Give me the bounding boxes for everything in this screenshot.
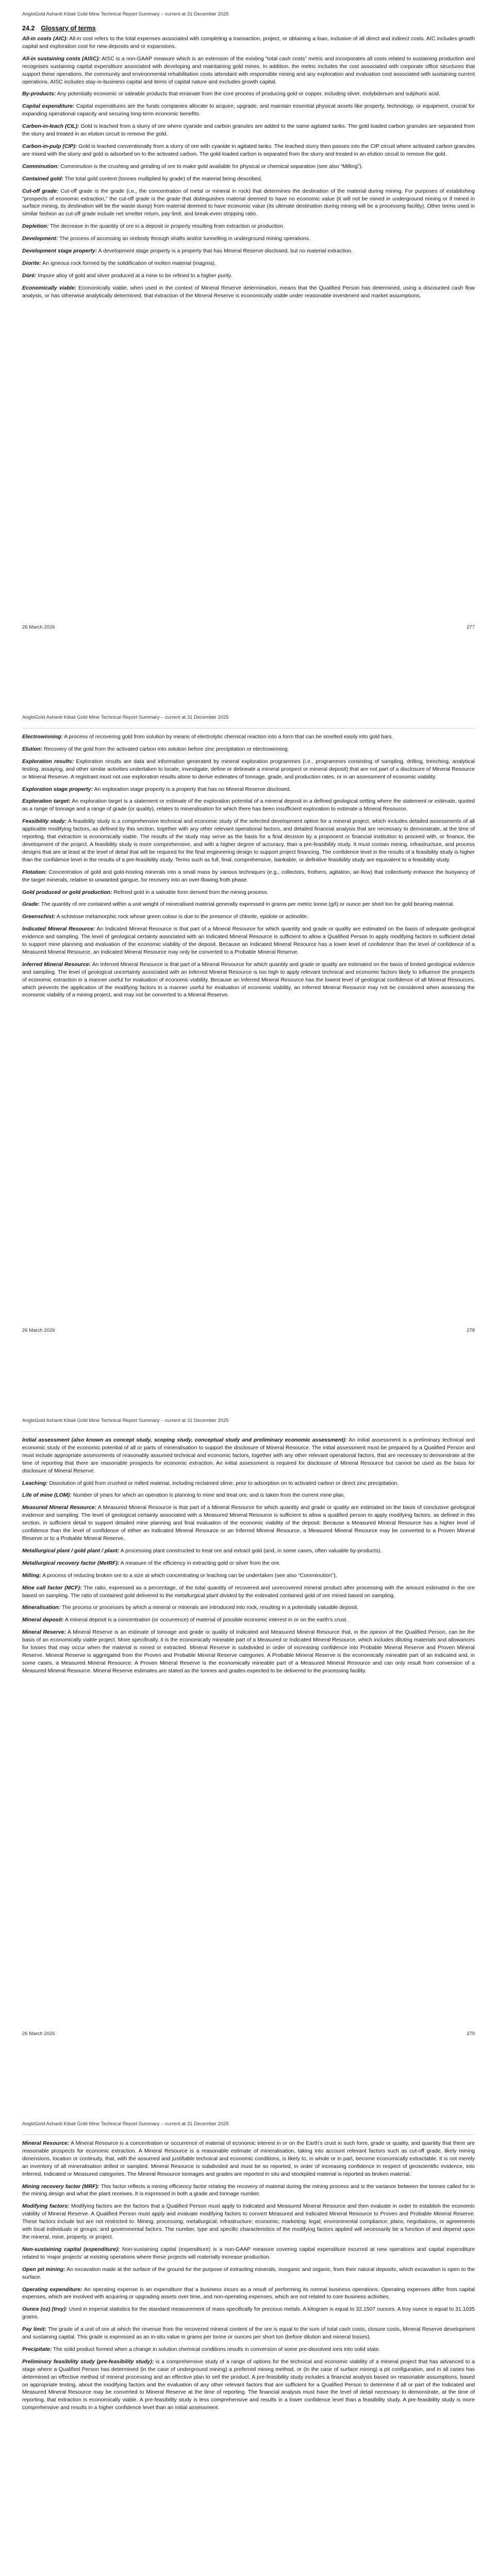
glossary-definition: This factor reflects a mining efficiency factor relating the recovery of material during the mining process and is the variance between the tonnes called for in the mining design and what the plant receives. It is expressed in both a grade and tonnage number. [22,2183,475,2197]
glossary-definition: The process of accessing an orebody through shafts and/or tunnelling in underground mining operations. [58,235,310,242]
glossary-term: Open pit mining: [22,2266,65,2273]
glossary-term: Flotation: [22,869,47,875]
glossary-entry-gold-produced [22,889,475,896]
glossary-entry-comminution [22,163,475,171]
glossary-term: Precipitate: [22,2346,52,2352]
glossary-definition: An excavation made at the surface of the ground for the purpose of extracting minerals, inorganic and organic, from their natural deposits, which excavation is open to the surface. [22,2266,475,2280]
glossary-term: Initial assessment (also known as concept study, scoping study, conceptual study and preliminary economic assessment): [22,1437,347,1443]
glossary-definition: A process of recovering gold from solution by means of electrolytic chemical reaction into a form that can be smelted easily into gold bars. [62,734,393,740]
glossary-entry-pay-limit [22,2326,475,2341]
glossary-definition: Used in imperial statistics for the standard measurement of mass specifically for precious metals. A kilogram is equal to 32.1507 ounces. A troy ounce is equal to 31.1035 grams. [22,2306,475,2320]
page-body [22,2134,475,2416]
page-number: 279 [467,2031,475,2037]
page-number: 277 [467,624,475,630]
glossary-entry-cut-off-grade [22,188,475,218]
glossary-entry-initial-assessment [22,1436,475,1475]
glossary-entry-mining-recovery-factor [22,2183,475,2198]
glossary-definition: Recovery of the gold from the activated carbon into solution before zinc precipitation or electrowinning. [42,745,289,752]
glossary-term: Mining recovery factor (MRF): [22,2183,100,2190]
glossary-term: Development stage property: [22,248,97,255]
footer-date: 26 March 2026 [22,1328,55,1333]
glossary-entry-capital-expenditure [22,103,475,118]
glossary-entry-measured-mineral-resource [22,1504,475,1543]
glossary-term: Milling: [22,1572,41,1579]
glossary-definition: AISC is a non-GAAP measure which is an extension of the existing “total cash costs” metric and incorporates all costs related to sustaining production and recognises sustaining capital expenditure associated with developing and maintaining gold mines. In addition, the metric includes the cost associated with corporate office structures that support these operations, the community and environmental rehabilitation costs attendant with responsible mining and any exploration and evaluation cost associated with sustaining current operations. AISC includes stay-in-business capital and items of capital nature and excludes growth capital. [22,55,475,85]
glossary-entry-life-of-mine [22,1492,475,1499]
page-body [22,728,475,1004]
report-page-280 [0,2110,497,2576]
glossary-term: Exploration results: [22,758,74,765]
glossary-definition: An igneous rock formed by the solidification of molten material (magma). [41,260,216,266]
glossary-definition: The quantity of ore contained within a unit weight of mineralised material generally expressed in grams per metric tonne (g/t) or ounce per short ton for gold bearing material. [39,901,454,908]
glossary-entry-precipitate [22,2346,475,2353]
glossary-entry-mineralisation [22,1604,475,1612]
glossary-definition: A feasibility study is a comprehensive technical and economic study of the selected development option for a mineral project, which includes detailed assessments of all applicable modifying factors, as defined by this section, together with any other relevant operational factors, and detailed financial analysis that are necessary to demonstrate, at the time of reporting, that extraction is economically viable. The results of the study may serve as the basis for a final decision by a proponent or financial institution to proceed with, or finance, the development of the project. A feasibility study is more comprehensive, and with a higher degree of accuracy, than a pre-feasibility study. It must contain mining, infrastructure, and process designs that are at least at the level of detail that will be required for the final engineering design to support project financing. The confidence level in the results of a feasibility study is higher than the confidence level in the results of a pre-feasibility study. Terms such as full, final, comprehensive, bankable, or definitive feasibility study are equivalent to a feasibility study. [22,818,475,863]
page-footer [22,624,475,630]
page-number: 278 [467,1328,475,1333]
glossary-term: Ounce (oz) (troy): [22,2306,68,2313]
glossary-definition: An initial assessment is a preliminary technical and economic study of the economic potential of all or parts of mineralisation to support the disclosure of Mineral Resource. The initial assessment must be prepared by a Qualified Person and must include appropriate assessments of reasonably assumed technical and economic factors, together with any other relevant operational factors, that are necessary to demonstrate at the time of reporting that there are reasonable prospects for economic extraction. An initial assessment is required for disclosure of Mineral Resource but cannot be used as the basis for disclosure of Mineral Reserve. [22,1437,475,1474]
glossary-term: Comminution: [22,163,59,170]
glossary-entry-economically-viable [22,284,475,300]
glossary-entry-contained-gold [22,175,475,183]
glossary-entry-electrowinning [22,733,475,741]
glossary-term: By-products: [22,91,56,97]
glossary-entry-mineral-resource [22,2140,475,2178]
glossary-definition: An exploration target is a statement or estimate of the exploration potential of a mineral deposit in a defined geological setting where the statement or estimate, quoted as a range of tonnage and a range of grade (or quality), relates to mineralisation for which there has been insufficient exploration to estimate a Mineral Resource. [22,798,475,812]
glossary-term: Modifying factors: [22,2203,70,2210]
glossary-term: Greenschist: [22,913,56,920]
glossary-term: Elution: [22,745,43,752]
glossary-entry-inferred-mineral-resource [22,961,475,999]
header-divider [22,1431,475,1432]
glossary-definition: Refined gold in a saleable form derived from the mining process. [112,889,269,895]
glossary-term: Indicated Mineral Resource: [22,926,95,933]
glossary-definition: Exploration results are data and information generated by mineral exploration programmes (i.e., programmes consisting of sampling, drilling, trenching, analytical testing, assaying, and other similar activities undertaken to locate, investigate, define or delineate a mineral prospect or mineral deposit) that are not part of a disclosure of Mineral Resource or Mineral Reserve. A registrant must not use exploration results alone to derive estimates of tonnage, grade, and production rates, or in an assessment of economic viability. [22,758,475,780]
glossary-term: Metallurgical recovery factor (MetRF): [22,1560,120,1566]
glossary-term: Exploration target: [22,798,71,805]
glossary-entry-diorite [22,260,475,267]
glossary-entry-exploration-target [22,798,475,813]
glossary-definition: Comminution is the crushing and grinding of ore to make gold available for physical or chemical separation (see also “Milling”). [59,163,363,170]
glossary-definition: A Mineral Resource is a concentration or occurrence of material of economic interest in or on the Earth’s crust in such form, grade or quality, and quantity that there are reasonable prospects for economic extraction. A Mineral Resource is a reasonable estimate of mineralisation, taking into account relevant factors such as cut-off grade, likely mining dimensions, location or continuity, that, with the assumed and justifiable technical and economic conditions, is likely to, in whole or in part, become economically extractable. It is not merely an inventory of all mineralisation drilled or sampled. Mineral Resource is subdivided and must be so reported, in order of increasing confidence in respect of geoscientific evidence, into Inferred, Indicated or Measured categories. The Mineral Resource tonnages and grades are reported in situ and stockpiled material is reported as broken material. [22,2140,475,2177]
glossary-definition: An Inferred Mineral Resource is that part of a Mineral Resource for which quantity and grade or quality are estimated on the basis of limited geological evidence and sampling. The level of geological uncertainty associated with an Inferred Mineral Resource is too high to apply relevant technical and economic factors likely to influence the prospects of economic extraction in a manner useful for evaluation of economic viability. Because an Inferred Mineral Resource has the lowest level of geological confidence of all Mineral Resources, which prevents the application of the modifying factors in a manner useful for evaluation of economic viability, an Inferred Mineral Resource may not be considered when assessing the economic viability of a mining project, and may not be converted to a Mineral Reserve. [22,961,475,998]
glossary-term: Mineral Reserve: [22,1629,66,1636]
glossary-definition: Impure alloy of gold and silver produced at a mine to be refined to a higher purity. [36,272,233,279]
glossary-definition: Capital expenditures are the funds companies allocate to acquire, upgrade, and maintain essential physical assets like property, technology, or equipment, crucial for expanding operational capacity and securing long-term economic benefits. [22,103,475,117]
glossary-entry-metallurgical-plant [22,1547,475,1555]
glossary-definition: A mineral deposit is a concentration (or occurrence) of material of possible economic interest in or on the earth’s crust. [63,1617,348,1623]
glossary-term: Exploration stage property: [22,786,93,792]
glossary-term: Measured Mineral Resource: [22,1504,96,1511]
report-page-277 [0,0,497,701]
glossary-entry-metallurgical-recovery-factor [22,1560,475,1567]
glossary-term: Mineralisation: [22,1604,61,1611]
glossary-term: All-in sustaining costs (AISC): [22,55,101,62]
glossary-term: Mineral deposit: [22,1617,64,1623]
glossary-entry-mineral-deposit [22,1616,475,1624]
page-body [22,25,475,304]
glossary-definition: A development stage property is a property that has Mineral Reserve disclosed, but no material extraction. [97,248,353,255]
glossary-definition: is a comprehensive study of a range of options for the technical and economic viability of a mineral project that has advanced to a stage where a Qualified Person has determined (in the case of underground mining) a preferred mining method, or (in the case of surface mining) a pit configuration, and in all cases has determined an effective method of mineral processing and an effective plan to sell the product. A pre-feasibility study includes a financial analysis based on reasonable assumptions, based on appropriate testing, about the modifying factors and the evaluation of any other relevant factors that are sufficient for a Qualified Person to determine if all or part of the Indicated and Measured Mineral Resource may be converted to Mineral Reserve at the time of reporting. The financial analysis must have the level of detail necessary to demonstrate, at the time of reporting, that extraction is economically viable. A pre-feasibility study is less comprehensive and results in a lower confidence level than a feasibility study. A pre-feasibility study is more comprehensive and results in a higher confidence level than an initial assessment. [22,2358,475,2411]
glossary-definition: The decrease in the quantity of ore in a deposit or property resulting from extraction or production. [48,223,285,230]
glossary-term: Contained gold: [22,175,63,182]
running-header: AngloGold Ashanti Kibali Gold Mine Technical Report Summary – current at 31 December 2025 [22,11,229,17]
glossary-definition: Dissolution of gold from crushed or milled material, including reclaimed slime, prior to adsorption on to activated carbon or direct zinc precipitation. [47,1480,399,1486]
glossary-definition: A process of reducing broken ore to a size at which concentrating or leaching can be undertaken (see also “Comminution”). [41,1572,337,1579]
section-title: Glossary of terms [41,25,96,32]
glossary-term: Electrowinning: [22,734,63,740]
glossary-definition: The ratio, expressed as a percentage, of the total quantity of recovered and unrecovered mineral product after processing with the amount estimated in the ore based on sampling. The ratio of contained gold delivered to the metallurgical plant divided by the estimated contained gold of ore mined based on sampling. [22,1584,475,1599]
glossary-term: Inferred Mineral Resource: [22,961,91,968]
glossary-term: Diorite: [22,260,41,266]
glossary-definition: Cut-off grade is the grade (i.e., the concentration of metal or mineral in rock) that determines the destination of the material during mining. For purposes of establishing “prospects of economic extraction,” the cut-off grade is the grade that distinguishes material deemed to have no economic value (it will not be mined in underground mining or if mined in surface mining, its destination will be the waste dump) from material deemed to have economic value (its ultimate destination during mining will be a processing facility). Other terms used in similar fashion as cut-off grade include net smelter return, pay limit, and break-even stripping ratio. [22,188,475,217]
glossary-definition: Concentration of gold and gold-hosting minerals into a small mass by various techniques (e.g., collectors, frothers, agitation, air-flow) that collectively enhance the buoyancy of the target minerals, relative to unwanted gangue, for recovery into an over-flowing froth phase. [22,869,475,883]
glossary-definition: Economically viable, when used in the context of Mineral Reserve determination, means that the Qualified Person has determined, using a discounted cash flow analysis, or has otherwise analytically determined, that extraction of the Mineral Reserve is economically viable under reasonable investment and market assumptions. [22,284,475,299]
glossary-entry-greenschist [22,913,475,921]
glossary-definition: A Measured Mineral Resource is that part of a Mineral Resource for which quantity and grade or quality are estimated on the basis of conclusive geological evidence and sampling. The level of geological certainty associated with a Measured Mineral Resource is sufficient to allow a qualified person to apply modifying factors, as defined in this section, in sufficient detail to support detailed mine planning and final evaluation of the economic viability of the deposit. Because a Measured Mineral Resource has a higher level of confidence than the level of confidence of either an Indicated Mineral Resource or an Inferred Mineral Resource, a Measured Mineral Resource may be converted to a Proven Mineral Reserve or to a Probable Mineral Reserve. [22,1504,475,1541]
glossary-term: Doré: [22,272,37,279]
glossary-term: Cut-off grade: [22,188,59,194]
glossary-entry-milling [22,1572,475,1580]
glossary-entry-cip [22,143,475,158]
glossary-term: Mine call factor (MCF): [22,1584,82,1591]
glossary-term: Depletion: [22,223,49,230]
glossary-entry-modifying-factors [22,2202,475,2241]
glossary-entry-aisc [22,55,475,86]
glossary-term: All-in costs (AIC): [22,36,68,42]
glossary-definition: Any potentially economic or saleable products that emanate from the core process of producing gold or copper, including silver, molybdenum and sulphuric acid. [56,91,440,97]
report-page-278 [0,703,497,1404]
section-heading [22,25,475,32]
glossary-entry-leaching [22,1480,475,1487]
glossary-definition: An operating expense is an expenditure that a business incurs as a result of performing its normal business operations. Operating expenses differ from capital expenses, which are involved with acquiring or upgrading assets over time, and non-operating expenses, which are not related to core business activities. [22,2286,475,2300]
glossary-term: Grade: [22,901,40,908]
glossary-definition: Gold is leached from a slurry of ore where cyanide and carbon granules are added to the same agitated tanks. The gold loaded carbon granules are separated from the slurry and treated in an elution circuit to remove the gold. [22,123,475,138]
glossary-term: Life of mine (LOM): [22,1492,72,1499]
footer-date: 26 March 2026 [22,624,55,630]
glossary-entry-feasibility-study [22,818,475,863]
glossary-entry-mine-call-factor [22,1584,475,1600]
glossary-term: Feasibility study: [22,818,67,825]
glossary-entry-grade [22,901,475,908]
glossary-entry-development [22,235,475,243]
glossary-term: Carbon-in-pulp (CIP): [22,143,77,149]
glossary-entry-ounce [22,2306,475,2321]
glossary-entry-dore [22,272,475,280]
running-header: AngloGold Ashanti Kibali Gold Mine Technical Report Summary – current at 31 December 2025 [22,715,229,720]
glossary-term: Mineral Resource: [22,2140,70,2146]
glossary-definition: A processing plant constructed to treat ore and extract gold (and, in some cases, often valuable by-products). [119,1547,382,1554]
glossary-term: Economically viable: [22,284,77,291]
glossary-entry-indicated-mineral-resource [22,925,475,956]
footer-date: 26 March 2026 [22,2031,55,2037]
glossary-definition: Number of years for which an operation is planning to mine and treat ore, and is taken from the current mine plan. [71,1492,345,1499]
glossary-entry-non-sustaining-capital [22,2246,475,2261]
glossary-definition: The total gold content (tonnes multiplied by grade) of the material being described. [63,175,262,182]
glossary-entry-depletion [22,223,475,230]
glossary-definition: An Indicated Mineral Resource is that part of a Mineral Resource for which quantity and grade or quality are estimated on the basis of adequate geological evidence and sampling. The level of geological certainty associated with an Indicated Mineral Resource is sufficient to allow a Qualified Person to apply modifying factors in sufficient detail to support mine planning and evaluation of the economic viability of the deposit. Because an Indicated Mineral Resource has a lower level of confidence than the level of confidence of a Measured Mineral Resource, an Indicated Mineral Resource may only be converted to a Probable Mineral Reserve. [22,926,475,955]
glossary-entry-mineral-reserve [22,1629,475,1674]
report-page-279 [0,1406,497,2107]
glossary-definition: All-in cost refers to the total expenses associated with completing a transaction, project, or obtaining a loan, inclusive of all direct and indirect costs. AIC includes growth capital and exploration cost for new deposits and or expansions. [22,36,475,49]
glossary-term: Metallurgical plant / gold plant / plant: [22,1547,120,1554]
glossary-entry-all-in-costs [22,35,475,50]
page-footer [22,2031,475,2037]
glossary-term: Carbon-in-leach (CIL): [22,123,79,130]
glossary-entry-pre-feasibility-study [22,2358,475,2412]
glossary-definition: A schistose metamorphic rock whose green colour is due to the presence of chlorite, epidote or actinolite. [55,913,309,920]
glossary-entry-exploration-stage-property [22,786,475,793]
glossary-term: Capital expenditure: [22,103,75,110]
glossary-definition: A measure of the efficiency in extracting gold or silver from the ore. [119,1560,281,1566]
glossary-entry-elution [22,745,475,753]
page-body [22,1431,475,1680]
glossary-term: Non-sustaining capital (expenditure): [22,2246,120,2252]
glossary-term: Pay limit: [22,2326,46,2333]
section-number: 24.2 [22,25,35,32]
glossary-term: Development: [22,235,58,242]
glossary-term: Gold produced or gold production: [22,889,112,895]
glossary-definition: Gold is leached conventionally from a slurry of ore with cyanide in agitated tanks. The leached slurry then passes into the CIP circuit where activated carbon granules are mixed with the slurry and gold is adsorbed on to the activated carbon. The gold-loaded carbon is separated from the slurry and treated in an elution circuit to remove the gold. [22,143,475,157]
glossary-entry-cil [22,123,475,138]
glossary-term: Leaching: [22,1480,48,1486]
glossary-entry-by-products [22,90,475,98]
glossary-entry-exploration-results [22,758,475,781]
page-footer [22,1328,475,1333]
glossary-entry-open-pit-mining [22,2266,475,2281]
glossary-entry-flotation [22,869,475,884]
running-header: AngloGold Ashanti Kibali Gold Mine Technical Report Summary – current at 31 December 2025 [22,1418,229,1423]
running-header: AngloGold Ashanti Kibali Gold Mine Technical Report Summary – current at 31 December 2025 [22,2121,229,2127]
glossary-definition: The process or processes by which a mineral or minerals are introduced into rock, resulting in a potentially valuable deposit. [60,1604,359,1611]
glossary-entry-development-stage-property [22,247,475,255]
glossary-definition: The grade of a unit of ore at which the revenue from the recovered mineral content of the ore is equal to the sum of total cash costs, closure costs, Mineral Reserve development and sustaining capital. This grade is expressed as an in-situ value in grams per tonne or ounces per short ton (before dilution and mineral losses). [22,2326,475,2341]
glossary-definition: Modifying factors are the factors that a Qualified Person must apply to Indicated and Measured Mineral Resource and then evaluate in order to establish the economic viability of Mineral Reserve. A Qualified Person must apply and evaluate modifying factors to convert Measured and Indicated Mineral Resource to Proven and Probable Mineral Reserve. These factors include but are not restricted to: Mining; processing; metallurgical; infrastructure; economic; marketing; legal; environmental compliance; plans, negotiations, or agreements with local individuals or groups; and governmental factors. The number, type and specific characteristics of the modifying factors applied will necessarily be a function of and depend upon the mineral, mine, property, or project. [22,2203,475,2240]
glossary-term: Operating expenditure: [22,2286,82,2293]
glossary-definition: The solid product formed when a change in solution chemical conditions results in conversion of some pre-dissolved ions into solid state. [52,2346,380,2352]
glossary-definition: An exploration stage property is a property that has no Mineral Reserve disclosed. [93,786,291,792]
glossary-entry-operating-expenditure [22,2286,475,2301]
header-divider [22,2134,475,2135]
glossary-definition: Non-sustaining capital (expenditure) is a non-GAAP measure covering capital expenditure incurred at new operations and capital expenditure related to ‘major projects’ at existing operations where these projects will materially increase production. [22,2246,475,2260]
glossary-definition: A Mineral Reserve is an estimate of tonnage and grade or quality of Indicated and Measured Mineral Resource that, in the opinion of the Qualified Person, can be the basis of an economically viable project. More specifically, it is the economically mineable part of a Measured or Indicated Mineral Resource, which includes diluting materials and allowances for losses that may occur when the material is mined or extracted. Mineral Reserve is subdivided in order of increasing confidence into Probable Mineral Reserve and Proven Mineral Reserve. Mineral Reserve is aggregated from the Proven and Probable Mineral Reserve categories. A Probable Mineral Reserve is the economically mineable part of an Indicated and, in some cases, a Measured Mineral Resource. A Proven Mineral Reserve is the economically mineable part of a Measured Mineral Resource and can only result from conversion of a Measured Mineral Resource. Mineral Reserve estimates are stated as the tonnes and grades expected to be delivered to the processing facility. [22,1629,475,1674]
glossary-term: Preliminary feasibility study (pre-feasibility study): [22,2358,154,2365]
